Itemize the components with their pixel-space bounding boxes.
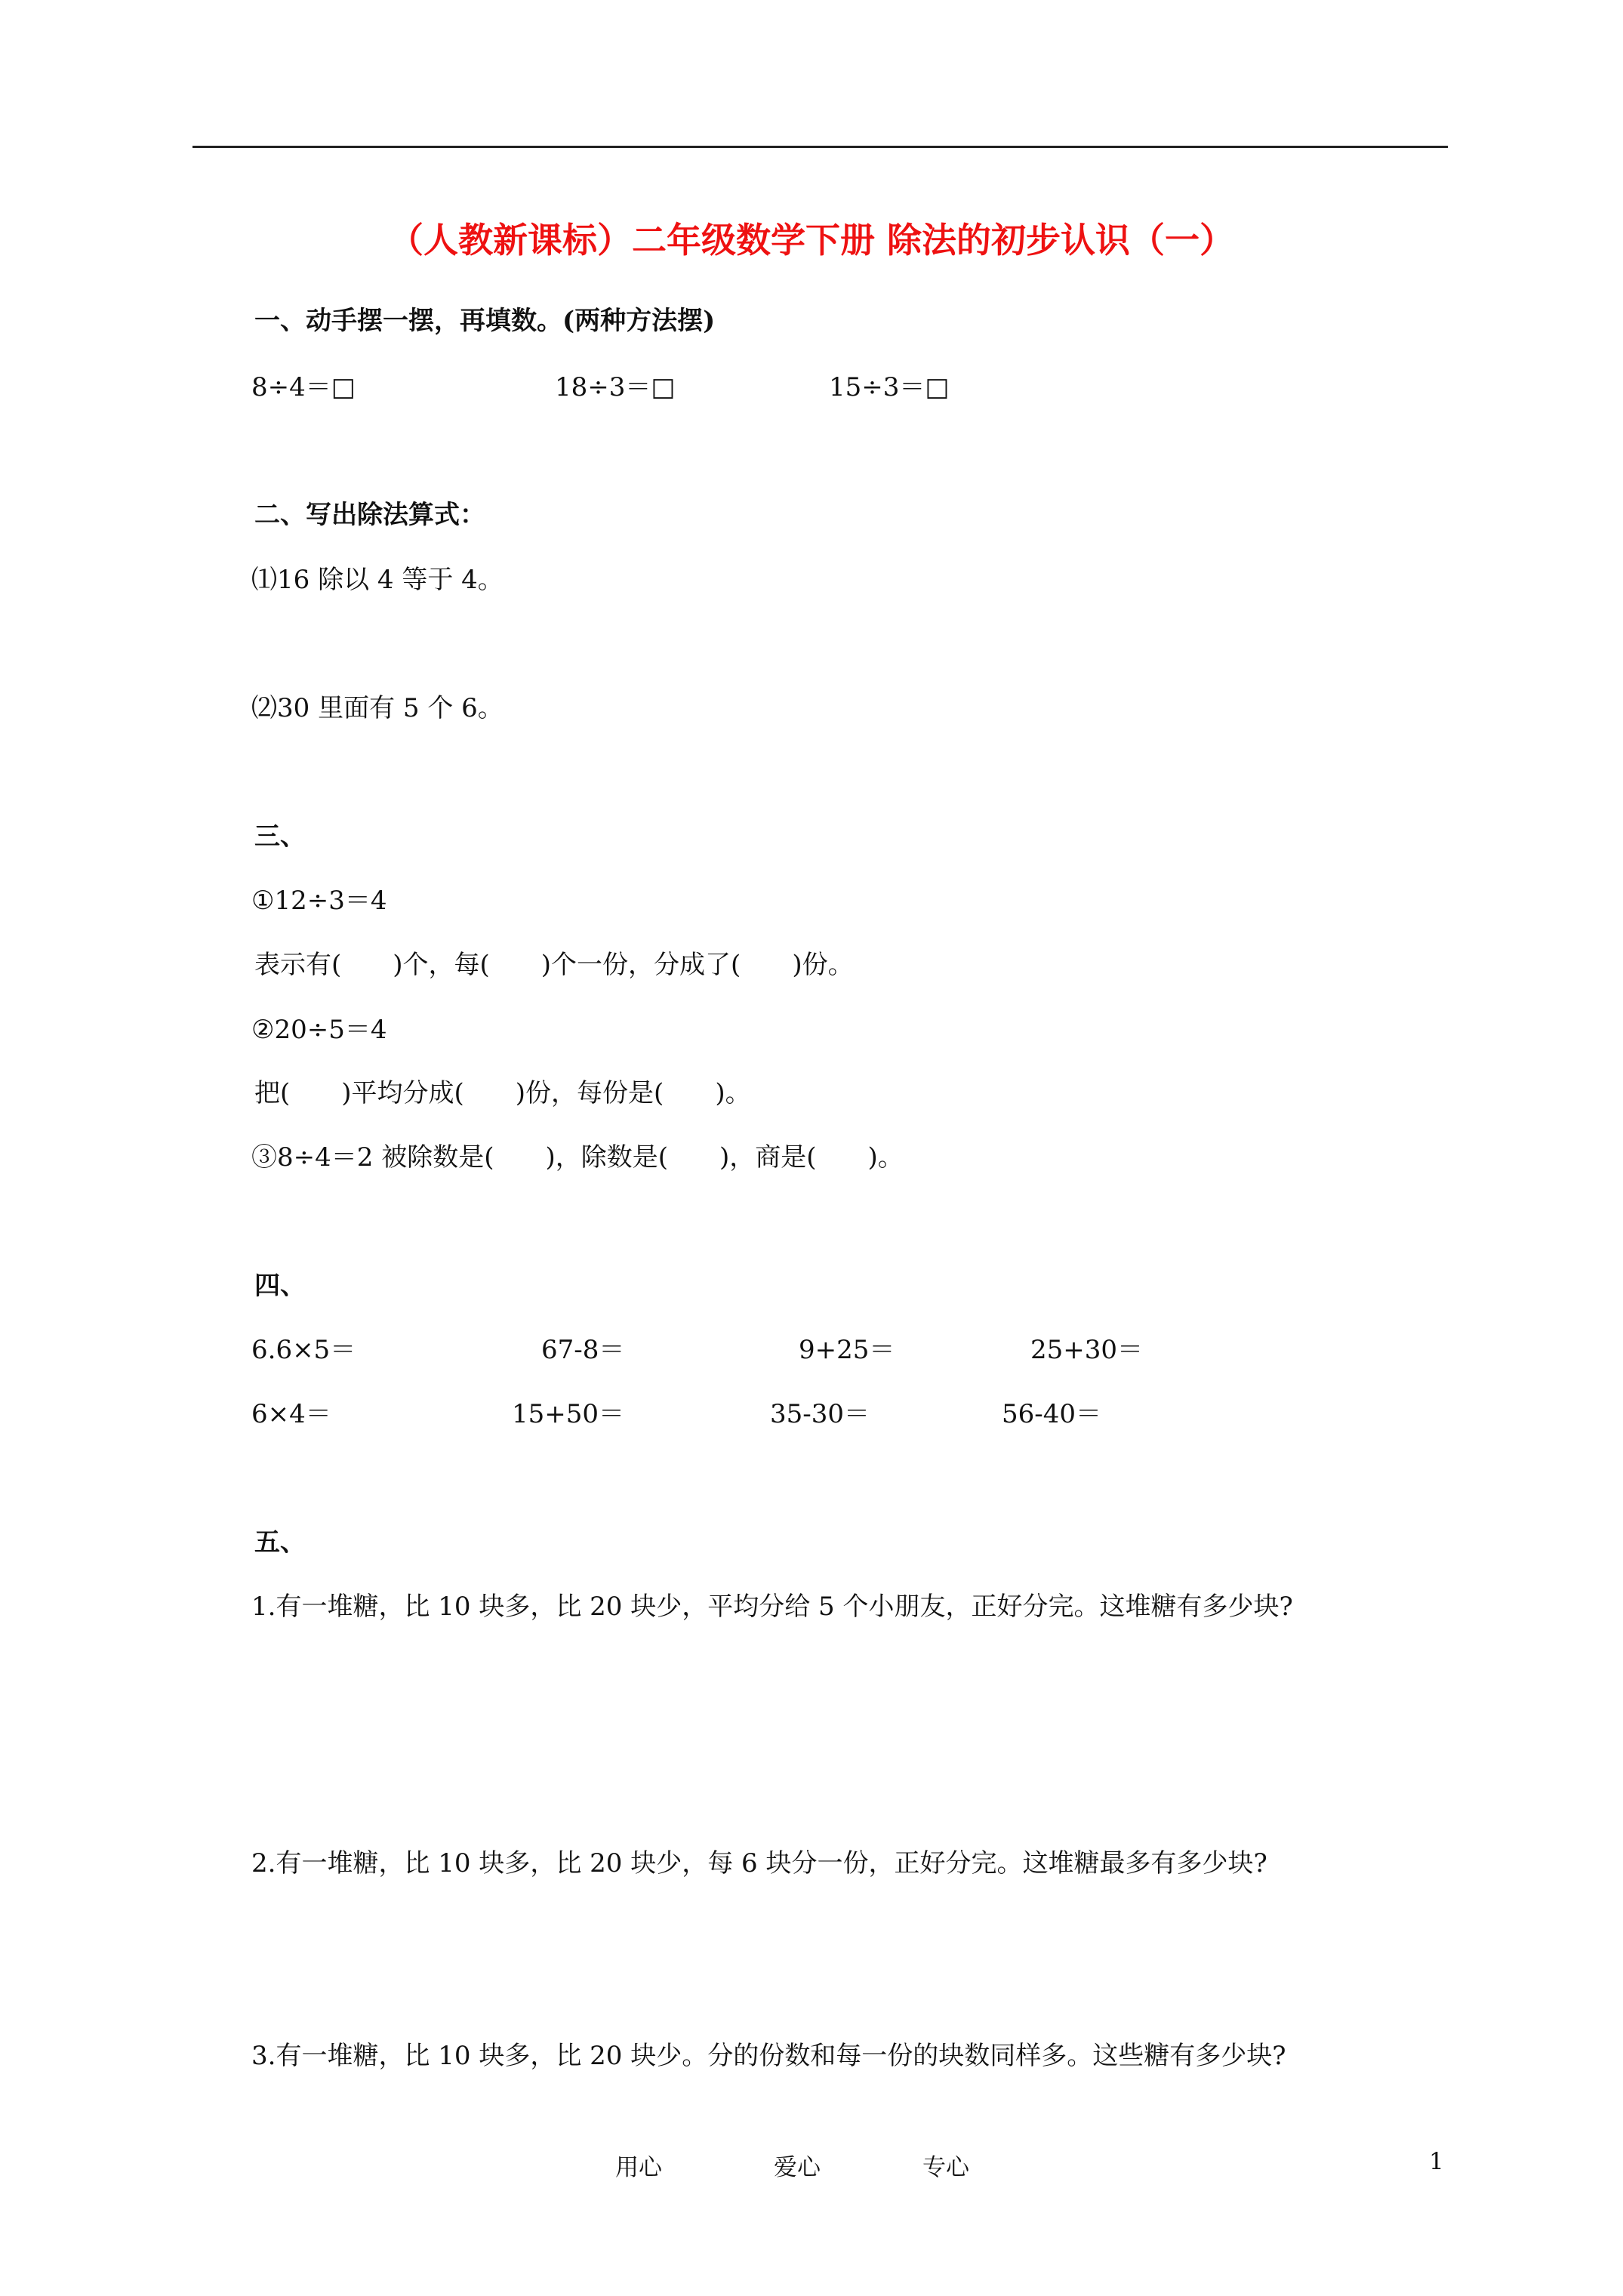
footer-word-1: 用心 — [615, 2154, 662, 2181]
section1-item-2: 18÷3＝□ — [555, 372, 676, 402]
section4-row2-item-4: 56-40＝ — [1002, 1399, 1102, 1429]
section5-problem-1: 1.有一堆糖，比 10 块多，比 20 块少，平均分给 5 个小朋友，正好分完。这堆糖有多少块? — [251, 1592, 1293, 1622]
page-number: 1 — [1429, 2148, 1444, 2175]
section3-line-3: ②20÷5＝4 — [251, 1015, 387, 1045]
section5-heading: 五、 — [254, 1527, 306, 1558]
section1-item-1: 8÷4＝□ — [251, 372, 356, 402]
section2-item-2: ⑵30 里面有 5 个 6。 — [251, 693, 504, 723]
section4-row1-item-2: 67-8＝ — [541, 1335, 625, 1365]
section4-row1-item-4: 25+30＝ — [1030, 1335, 1144, 1365]
section3-line-2: 表示有( )个，每( )个一份，分成了( )份。 — [254, 950, 854, 980]
section2-heading: 二、写出除法算式： — [254, 500, 485, 530]
section4-row2-item-3: 35-30＝ — [770, 1399, 870, 1429]
section4-row1-item-3: 9+25＝ — [799, 1335, 895, 1365]
section3-line-4: 把( )平均分成( )份，每份是( )。 — [254, 1078, 751, 1108]
header-rule — [192, 146, 1448, 148]
section1-heading: 一、动手摆一摆，再填数。(两种方法摆) — [254, 306, 716, 336]
section3-line-1: ①12÷3＝4 — [251, 886, 387, 916]
section4-row1-item-1: 6.6×5＝ — [251, 1335, 356, 1365]
section4-heading: 四、 — [254, 1271, 306, 1301]
section2-item-1: ⑴16 除以 4 等于 4。 — [251, 565, 504, 595]
section3-heading: 三、 — [254, 821, 306, 852]
section4-row2-item-1: 6×4＝ — [251, 1399, 331, 1429]
footer-word-2: 爱心 — [774, 2154, 821, 2181]
page-title: （人教新课标）二年级数学下册 除法的初步认识（一） — [388, 220, 1234, 260]
footer-word-3: 专心 — [922, 2154, 969, 2181]
section4-row2-item-2: 15+50＝ — [512, 1399, 625, 1429]
section5-problem-3: 3.有一堆糖，比 10 块多，比 20 块少。分的份数和每一份的块数同样多。这些糖有多少块? — [251, 2041, 1286, 2071]
section5-problem-2: 2.有一堆糖，比 10 块多，比 20 块少，每 6 块分一份，正好分完。这堆糖最多有多少块? — [251, 1848, 1267, 1878]
section1-item-3: 15÷3＝□ — [829, 372, 950, 402]
section3-line-5: ③8÷4＝2 被除数是( )，除数是( )，商是( )。 — [251, 1142, 904, 1173]
